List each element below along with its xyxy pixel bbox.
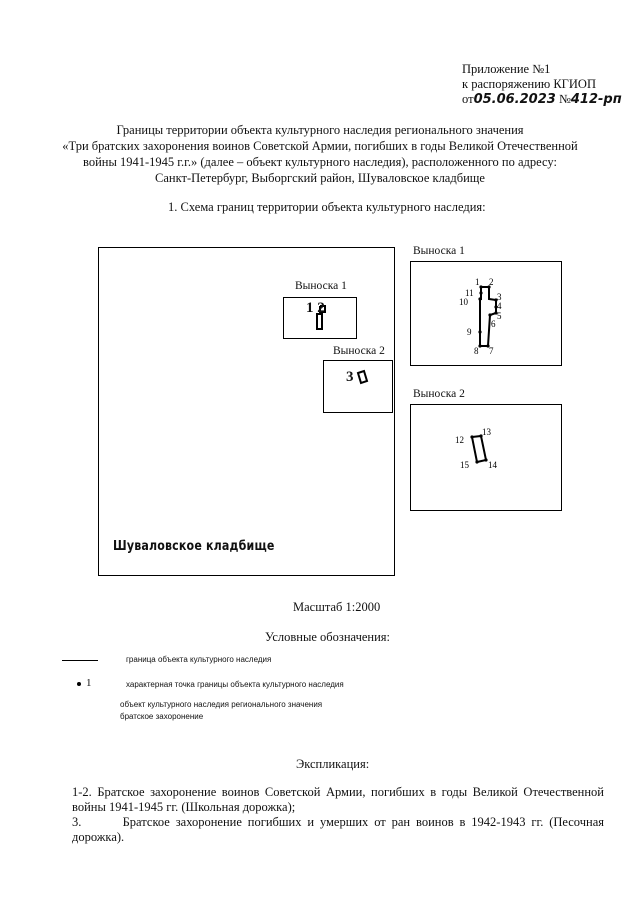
inset-2-number: 3 (346, 369, 354, 385)
callout-1-drawing (411, 262, 561, 365)
callout-1-boundary (480, 287, 496, 346)
annex-line-1: Приложение №1 (462, 62, 551, 76)
handwritten-date: 05.06.2023 (473, 92, 556, 107)
boundary-point-label-15: 15 (460, 460, 469, 470)
boundary-point-10 (478, 297, 481, 300)
title-line-1: Границы территории объекта культурного наследия регионального значения (116, 123, 524, 137)
annex-line-2: к распоряжению КГИОП (462, 77, 596, 91)
boundary-point-label-9: 9 (467, 327, 472, 337)
explication-item-2-text: Братское захоронение погибших и умерших от ран воинов в 1942-1943 гг. (Песочная дорожка). (72, 815, 605, 844)
scale-text: Масштаб 1:2000 (293, 600, 381, 614)
annex-date-line (462, 92, 622, 107)
boundary-point-label-11: 11 (465, 288, 474, 298)
inset-1-label: Выноска 1 (295, 280, 347, 292)
boundary-point-8 (478, 344, 481, 347)
boundary-point-6 (488, 313, 491, 316)
boundary-point-1 (479, 285, 482, 288)
title-line-3: войны 1941-1945 г.г.» (далее – объект культурного наследия), расположенного по адресу: (83, 155, 557, 169)
explication-item-2-number: 3. (72, 815, 82, 829)
handwritten-number: 412-рп (570, 92, 622, 107)
title-line-2: «Три братских захоронения воинов Советской Армии, погибших в годы Великой Отечественной (62, 139, 578, 153)
callout-1-title: Выноска 1 (413, 245, 465, 257)
number-prefix: № (558, 92, 571, 106)
cemetery-label: Шуваловское кладбище (113, 539, 275, 554)
explication-item-1: 1-2. Братское захоронение воинов Советской Армии, погибших в годы Великой Отечественной войны 1941-1945 гг. (Школьная дорожка); (72, 785, 604, 814)
callout-1-box (410, 261, 562, 366)
boundary-point-12 (470, 435, 473, 438)
boundary-point-label-3: 3 (497, 292, 502, 302)
callout-2-points (455, 427, 498, 470)
boundary-point-label-6: 6 (491, 319, 496, 329)
inset-2-drawing (324, 361, 392, 412)
boundary-point-15 (475, 460, 478, 463)
callout-2-drawing (411, 405, 561, 510)
boundary-point-label-13: 13 (482, 427, 491, 437)
section-heading: 1. Схема границ территории объекта культурного наследия: (168, 200, 486, 214)
burial-3-outline (358, 371, 367, 383)
callout-2-title: Выноска 2 (413, 388, 465, 400)
date-prefix: от (462, 92, 474, 106)
boundary-point-label-4: 4 (497, 301, 502, 311)
inset-2-box (323, 360, 393, 413)
boundary-point-label-14: 14 (488, 460, 497, 470)
boundary-point-label-8: 8 (474, 346, 479, 356)
explication-body (72, 785, 604, 845)
legend-object-line-1: объект культурного наследия регионального значения (120, 700, 323, 709)
legend-point-text: характерная точка границы объекта культурного наследия (126, 680, 344, 689)
legend-line-text: граница объекта культурного наследия (126, 655, 272, 664)
legend-point-symbol (77, 682, 81, 686)
callout-2-box (410, 404, 562, 511)
inset-1-box (283, 297, 357, 339)
annex-header (462, 62, 622, 107)
explication-item-2 (72, 815, 604, 845)
inset-2-label: Выноска 2 (333, 345, 385, 357)
boundary-point-label-12: 12 (455, 435, 464, 445)
explication-title: Экспликация: (296, 757, 370, 771)
boundary-point-label-7: 7 (489, 346, 494, 356)
boundary-point-label-10: 10 (459, 297, 468, 307)
callout-2-boundary (472, 436, 486, 462)
legend-title: Условные обозначения: (265, 630, 391, 644)
title-line-4: Санкт-Петербург, Выборгский район, Шуваловское кладбище (155, 171, 485, 185)
legend-line-symbol (62, 660, 98, 661)
boundary-point-label-5: 5 (497, 311, 502, 321)
legend-object-line-2: братское захоронение (120, 712, 204, 721)
inset-1-numbers: 1 2 (306, 300, 325, 316)
boundary-point-label-1: 1 (475, 277, 480, 287)
document-title (40, 122, 600, 186)
boundary-point-9 (478, 330, 481, 333)
legend-point-number: 1 (86, 677, 92, 689)
boundary-point-label-2: 2 (489, 277, 494, 287)
boundary-point-11 (479, 291, 482, 294)
